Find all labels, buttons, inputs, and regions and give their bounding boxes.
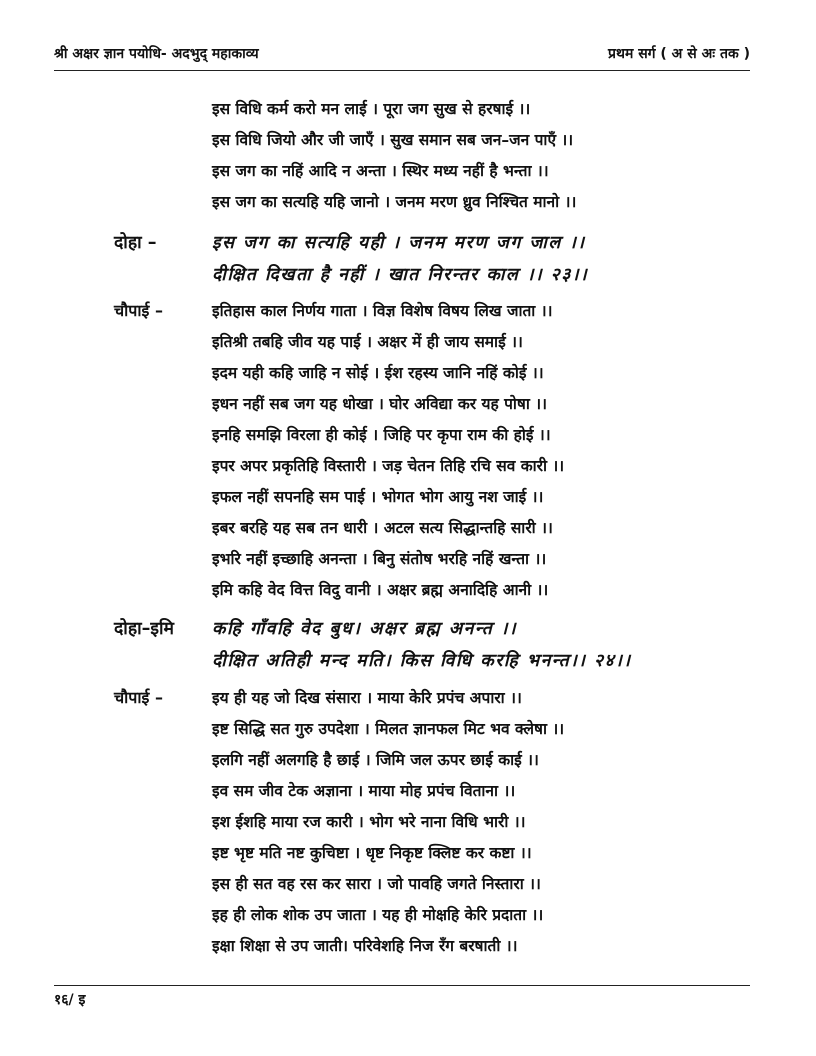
verse-line: इव सम जीव टेक अज्ञाना । माया मोह प्रपंच विताना ।।	[212, 782, 516, 800]
page-header	[54, 40, 750, 71]
verse-line: इधन नहीं सब जग यह धोखा । घोर अविद्या कर यह पोषा ।।	[212, 395, 548, 413]
verse-line: इश ईशहि माया रज कारी । भोग भरे नाना विधि भारी ।।	[212, 813, 526, 831]
chaupai-label: चौपाई –	[114, 301, 163, 320]
verse-line: इतिहास काल निर्णय गाता । विज्ञ विशेष विषय लिख जाता ।।	[212, 302, 553, 320]
verse-line: इबर बरहि यह सब तन धारी । अटल सत्य सिद्धान्तहि सारी ।।	[212, 519, 553, 537]
verse-line: इस जग का सत्यहि यहि जानो । जनम मरण ध्रुव निश्चित मानो ।।	[212, 193, 577, 211]
doha-label: दोहा –	[114, 233, 157, 253]
footer-divider	[54, 985, 750, 986]
doha-line: दीक्षित अतिही मन्द मति। किस विधि करहि भनन्त।। २४।।	[212, 651, 632, 671]
chapter-title: प्रथम सर्ग ( अ से अः तक )	[608, 46, 750, 62]
verse-line: इपर अपर प्रकृतिहि विस्तारी । जड़ चेतन तिहि रचि सव कारी ।।	[212, 457, 565, 475]
verse-line: इय ही यह जो दिख संसारा । माया केरि प्रपंच अपारा ।।	[212, 689, 522, 707]
verse-line: इस विधि जियो और जी जाएँ । सुख समान सब जन–जन पाएँ ।।	[212, 131, 574, 149]
doha-line: दीक्षित दिखता है नहीं । खात निरन्तर काल ।। २३।।	[212, 265, 589, 285]
verse-line: इस जग का नहिं आदि न अन्ता । स्थिर मध्य नहीं है भन्ता ।।	[212, 162, 549, 180]
verse-line: इह ही लोक शोक उप जाता । यह ही मोक्षहि केरि प्रदाता ।।	[212, 906, 544, 924]
page-number: १६/ इ	[54, 992, 86, 1008]
verse-line: इनहि समझि विरला ही कोई । जिहि पर कृपा राम की होई ।।	[212, 426, 551, 444]
verse-line: इष्ट भृष्ट मति नष्ट कुचिष्टा । धृष्ट निकृष्ट क्लिष्ट कर कष्टा ।।	[212, 844, 532, 862]
verse-line: इस विधि कर्म करो मन लाई । पूरा जग सुख से हरषाई ।।	[212, 100, 531, 118]
doha-label: दोहा–इमि	[114, 619, 174, 639]
verse-line: इदम यही कहि जाहि न सोई । ईश रहस्य जानि नहिं कोई ।।	[212, 364, 544, 382]
verse-line: इक्षा शिक्षा से उप जाती। परिवेशहि निज रँग बरषाती ।।	[212, 937, 518, 955]
verse-line: इस ही सत वह रस कर सारा । जो पावहि जगते निस्तारा ।।	[212, 875, 541, 893]
doha-line: इस जग का सत्यहि यही । जनम मरण जग जाल ।।	[212, 233, 586, 253]
verse-line: इफल नहीं सपनहि सम पाई । भोगत भोग आयु नश जाई ।।	[212, 488, 544, 506]
book-title: श्री अक्षर ज्ञान पयोधि- अदभुद् महाकाव्य	[54, 46, 259, 62]
verse-line: इमि कहि वेद वित्त विदु वानी । अक्षर ब्रह्म अनादिहि आनी ।।	[212, 581, 549, 599]
doha-line: कहि गाँवहि वेद बुध। अक्षर ब्रह्म अनन्त ।।	[212, 619, 518, 639]
chaupai-label: चौपाई –	[114, 688, 163, 707]
verse-line: इलगि नहीं अलगहि है छाई । जिमि जल ऊपर छाई काई ।।	[212, 751, 539, 769]
verse-line: इष्ट सिद्धि सत गुरु उपदेशा । मिलत ज्ञानफल मिट भव क्लेषा ।।	[212, 720, 565, 738]
verse-line: इतिश्री तबहि जीव यह पाई । अक्षर में ही जाय समाई ।।	[212, 333, 523, 351]
verse-line: इभरि नहीं इच्छाहि अनन्ता । बिनु संतोष भरहि नहिं खन्ता ।।	[212, 550, 547, 568]
